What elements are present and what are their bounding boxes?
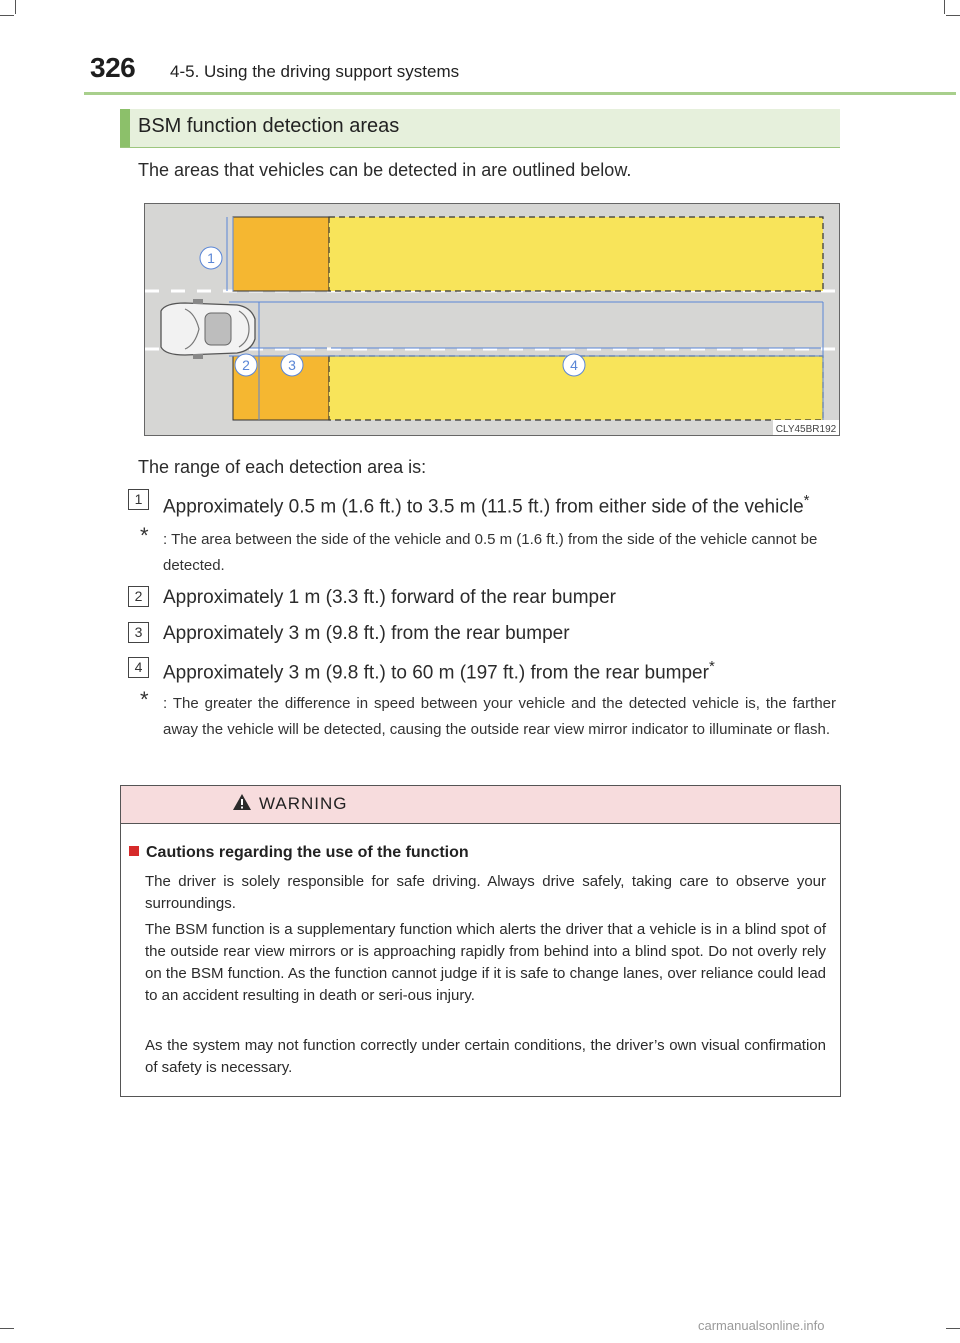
- warning-paragraph-1: The driver is solely responsible for safe driving. Always drive safely, taking care to observe your surroundings.: [145, 873, 826, 912]
- callout-label: 3: [288, 357, 296, 373]
- crop-mark: [946, 1328, 960, 1329]
- crop-mark: [946, 15, 960, 16]
- page-number: 326: [90, 52, 136, 83]
- warning-label: WARNING: [259, 794, 348, 813]
- item-text-3: Approximately 3 m (9.8 ft.) from the rear bumper: [163, 623, 570, 644]
- crop-mark: [0, 1328, 14, 1329]
- warning-paragraph-2: The BSM function is a supplementary function which alerts the driver that a vehicle is in a blind spot of the outside rear view mirrors or is approaching rapidly from behind into a blind spot. Do not overly rely on the BSM function. As the function cannot judge if it is safe to change lanes, over reliance could lead to an accident resulting in death or seri-ous injury.: [145, 921, 826, 1004]
- zone-orange-top: [233, 217, 329, 291]
- item-text-2: Approximately 1 m (3.3 ft.) forward of the rear bumper: [163, 587, 617, 608]
- footnote-star: *: [140, 687, 149, 712]
- item-number-3: 3: [128, 622, 149, 643]
- callout-2: [235, 354, 257, 376]
- page-header: [84, 52, 944, 92]
- zone-yellow-top: [329, 217, 823, 291]
- callout-4: [563, 354, 585, 376]
- footnote-text: : The greater the difference in speed between your vehicle and the detected vehicle is, the farther away the vehicle will be detected, causing the outside rear view mirror indicator to illuminate or flash.: [163, 695, 836, 738]
- footnote-star: *: [803, 492, 810, 509]
- footer-watermark: carmanualsonline.info: [698, 1318, 825, 1333]
- item-number-1: 1: [128, 489, 149, 510]
- warning-triangle-icon: [232, 793, 252, 811]
- footnote-star: *: [708, 658, 715, 675]
- footnote-text: : The area between the side of the vehicle and 0.5 m (1.6 ft.) from the side of the vehicle cannot be detected.: [163, 531, 818, 574]
- heading-accent-bar: [120, 109, 130, 147]
- detection-area-diagram: [145, 204, 839, 435]
- warning-paragraph-3: As the system may not function correctly under certain conditions, the driver’s own visual confirmation of safety is necessary.: [145, 1037, 826, 1076]
- range-intro: The range of each detection area is:: [138, 457, 427, 477]
- intro-text: The areas that vehicles can be detected in are outlined below.: [138, 160, 632, 180]
- crop-mark: [944, 0, 945, 14]
- crop-mark: [15, 0, 16, 14]
- section-heading: [120, 109, 840, 148]
- car-icon: [161, 299, 255, 359]
- callout-3: [281, 354, 303, 376]
- callout-1: [200, 247, 222, 269]
- callout-label: 4: [570, 357, 578, 373]
- crop-mark: [0, 15, 14, 16]
- warning-header: [121, 786, 840, 824]
- item-number-4: 4: [128, 657, 149, 678]
- figure-code: CLY45BR192: [775, 424, 837, 435]
- item-text-1: Approximately 0.5 m (1.6 ft.) to 3.5 m (11.5 ft.) from either side of the vehicle*: [163, 492, 810, 518]
- header-rule: [84, 92, 956, 95]
- warning-subheading: Cautions regarding the use of the function: [129, 844, 469, 862]
- footnote-star: *: [140, 523, 149, 548]
- warning-box: [120, 785, 841, 1097]
- item-text-4: Approximately 3 m (9.8 ft.) to 60 m (197 ft.) from the rear bumper*: [163, 658, 715, 684]
- section-heading-text: BSM function detection areas: [138, 115, 400, 137]
- section-path: 4-5. Using the driving support systems: [170, 62, 460, 81]
- bullet-square-icon: [129, 846, 139, 856]
- detection-area-figure: [144, 203, 840, 436]
- item-number-2: 2: [128, 586, 149, 607]
- callout-label: 1: [207, 250, 215, 266]
- callout-label: 2: [242, 357, 250, 373]
